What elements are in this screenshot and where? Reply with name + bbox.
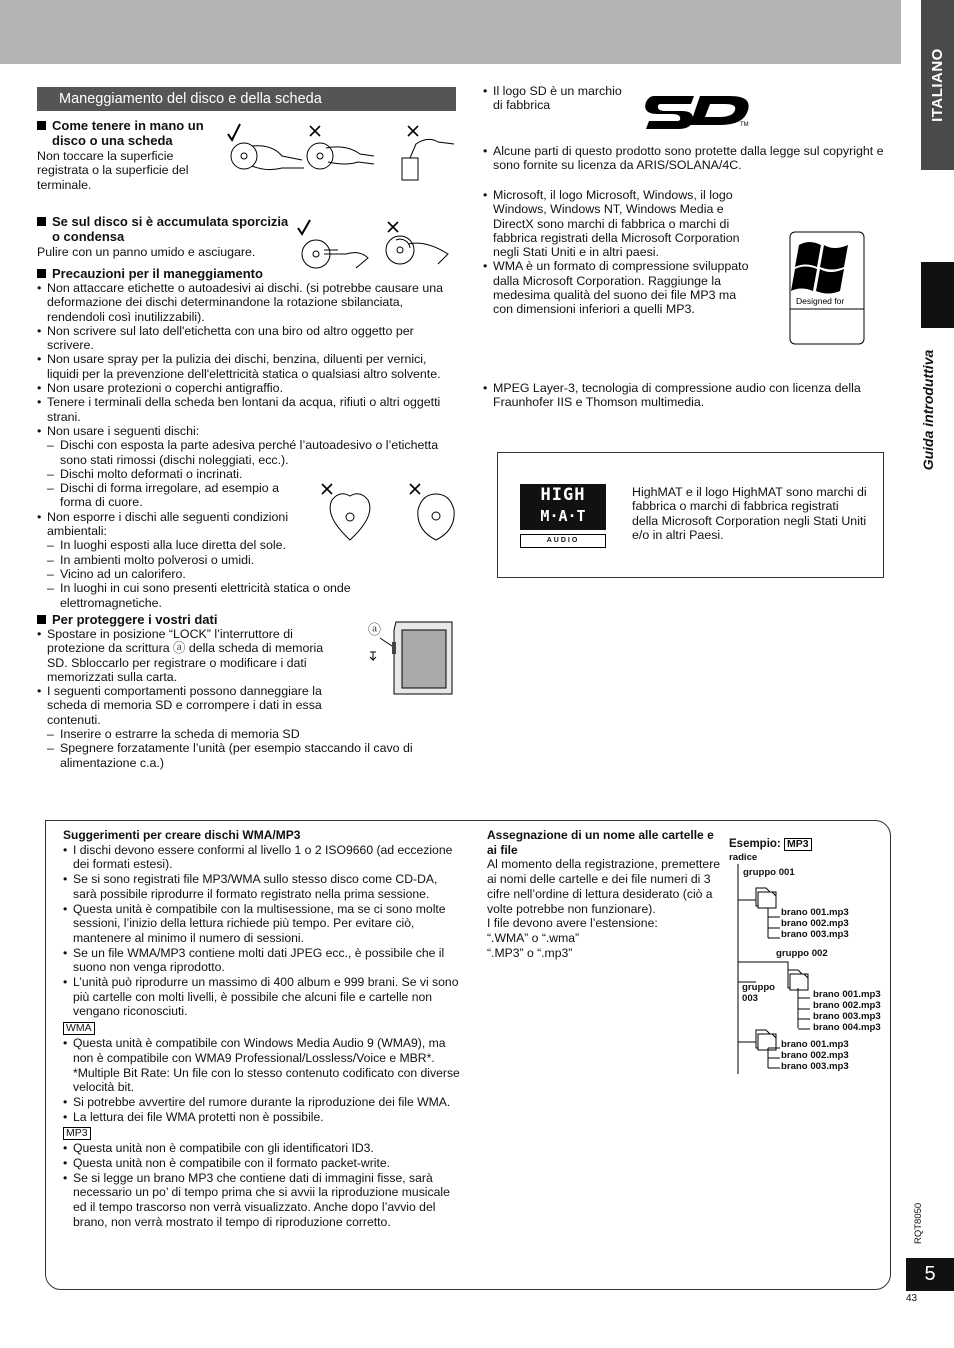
list-item: • Tenere i terminali della scheda ben lontani da acqua, rifiuti o altri oggetti strani. bbox=[37, 395, 457, 424]
list-item: – Dischi di forma irregolare, ad esempio a forma di cuore. bbox=[37, 481, 305, 510]
section-marker bbox=[921, 262, 954, 328]
section-tab bbox=[908, 330, 948, 490]
check-icon bbox=[298, 220, 310, 234]
wma-tag: WMA bbox=[63, 1022, 95, 1035]
list-item: • Microsoft, il logo Microsoft, Windows, il logo Windows, Windows NT, Windows Media e DirectX sono marchi di fabbrica o marchi di fabbrica registrati della Microsoft Corporation negli Stati Uniti e in altri paesi. bbox=[483, 188, 751, 259]
list-item: • Non esporre i dischi alle seguenti condizioni ambientali: bbox=[37, 510, 302, 539]
extension-mp3: “.MP3” o “.mp3” bbox=[487, 945, 573, 960]
list-item: – In luoghi in cui sono presenti elettricità statica o onde elettromagnetiche. bbox=[37, 581, 365, 610]
file-list-g1 bbox=[781, 907, 849, 940]
folder-icon bbox=[756, 1030, 776, 1050]
language-tab-label: ITALIANO bbox=[928, 48, 946, 122]
folder-group-001: gruppo 001 bbox=[743, 867, 795, 878]
highmat-logo bbox=[520, 484, 606, 550]
protect-heading: Per proteggere i vostri dati bbox=[37, 612, 457, 627]
precautions-list bbox=[37, 281, 457, 438]
list-item: • Se un file WMA/MP3 contiene molti dati JPEG ecc., è possibile che il suono non venga riprodotto. bbox=[63, 946, 461, 975]
tips-left-column bbox=[63, 828, 461, 1230]
file-item: brano 003.mp3 bbox=[813, 1011, 881, 1022]
cross-icon bbox=[388, 222, 398, 232]
file-item: brano 004.mp3 bbox=[813, 1022, 881, 1033]
mp3-tag: MP3 bbox=[63, 1127, 91, 1140]
list-item: • I seguenti comportamenti possono danneggiare la scheda di memoria SD e corrompere i dati in essa contenuti. bbox=[37, 684, 345, 727]
list-item: • Questa unità è compatibile con la multisessione, ma se ci sono molte sessioni, l’inizio della lettura richiede più tempo. Per evitare ciò, mantenere al minimo il numero di sessioni. bbox=[63, 902, 461, 946]
list-item: • Alcune parti di questo prodotto sono protette dalla legge sul copyright e sono fornite su licenza da ARIS/SOLANA/4C. bbox=[483, 144, 901, 173]
file-item: brano 001.mp3 bbox=[781, 1039, 849, 1050]
file-item: brano 002.mp3 bbox=[781, 918, 849, 929]
trademark-mark: TM bbox=[740, 122, 749, 128]
mbr-note: *Multiple Bit Rate: Un file con lo stesso contenuto codificato con diverse velocità bit. bbox=[73, 1065, 460, 1095]
hold-body: Non toccare la superficie registrata o la superficie del terminale. bbox=[37, 149, 189, 192]
list-item: • Si potrebbe avvertire del rumore durante la riproduzione dei file WMA. bbox=[63, 1095, 461, 1110]
file-item: brano 001.mp3 bbox=[813, 989, 881, 1000]
list-item: • La lettura dei file WMA protetti non è possibile. bbox=[63, 1110, 461, 1125]
hold-heading: Come tenere in mano un disco o una scheda bbox=[37, 118, 212, 148]
list-item: • MPEG Layer-3, tecnologia di compressione audio con licenza della Fraunhofer IIS e Thomson multimedia. bbox=[483, 381, 901, 410]
sd-card-illustration bbox=[366, 618, 458, 698]
list-item: – In ambienti molto polverosi o umidi. bbox=[37, 553, 457, 567]
file-item: brano 003.mp3 bbox=[781, 1061, 849, 1072]
file-list-g3 bbox=[781, 1039, 849, 1072]
sd-logo-note bbox=[483, 84, 633, 113]
cross-icon bbox=[408, 126, 418, 136]
highmat-logo-line2: M·A·T bbox=[540, 507, 586, 525]
tree-root: radice bbox=[729, 852, 758, 863]
condensation-body: Pulire con un panno umido e asciugare. bbox=[37, 245, 256, 259]
folder-group-003: gruppo 003 bbox=[742, 982, 776, 1004]
list-item: • Se si legge un brano MP3 che contiene dati di immagini fisse, sarà necessario un po’ di tempo prima che si avvii la riproduzione musicale ed il tempo trascorso non verrà visualizzato. Anche dopo l’avvio del brano, non verrà mostrato il tempo di riproduzione corretto. bbox=[63, 1171, 461, 1230]
hold-block bbox=[37, 118, 212, 192]
disc-handling-illustration bbox=[222, 122, 458, 184]
highmat-logo-audio: AUDIO bbox=[520, 534, 606, 548]
list-item: – Inserire o estrarre la scheda di memoria SD bbox=[37, 727, 457, 741]
arrow-down-icon bbox=[370, 652, 376, 660]
header-band bbox=[0, 0, 901, 64]
precautions-block bbox=[37, 266, 457, 610]
highmat-logo-line1: HIGH bbox=[540, 485, 586, 505]
list-item: • Non scrivere sul lato dell'etichetta con una biro od altro oggetto per scrivere. bbox=[37, 324, 457, 353]
cross-icon bbox=[410, 484, 420, 494]
list-item: • Se si sono registrati file MP3/WMA sullo stesso disco come CD-DA, sarà possibile riprodurre il formato registrato nella prima sessione. bbox=[63, 872, 461, 901]
microsoft-notes bbox=[483, 188, 751, 317]
folder-group-002: gruppo 002 bbox=[776, 948, 828, 959]
list-item: • Questa unità non è compatibile con gli identificatori ID3. bbox=[63, 1141, 461, 1156]
cross-icon bbox=[310, 126, 320, 136]
precautions-heading: Precauzioni per il maneggiamento bbox=[37, 266, 457, 281]
check-icon bbox=[228, 124, 240, 140]
list-item: – Spegnere forzatamente l’unità (per esempio staccando il cavo di alimentazione c.a.) bbox=[37, 741, 457, 770]
list-item: • Questa unità non è compatibile con il formato packet-write. bbox=[63, 1156, 461, 1171]
example-mp3-tag: MP3 bbox=[784, 838, 812, 851]
sd-logo bbox=[644, 86, 754, 130]
extension-wma: “.WMA” o “.wma” bbox=[487, 930, 580, 945]
condensation-block bbox=[37, 214, 292, 259]
list-item: – Dischi con esposta la parte adesiva perché l’autoadesivo o l’etichetta sono stati rimossi (dischi noleggiati, ecc.). bbox=[37, 438, 457, 467]
mpeg-note bbox=[483, 381, 901, 410]
extension-line: I file devono avere l’estensione: bbox=[487, 916, 658, 931]
model-code: RQT8050 bbox=[913, 1202, 924, 1244]
naming-block bbox=[487, 828, 723, 960]
section-title: Maneggiamento del disco e della scheda bbox=[37, 87, 456, 111]
copyright-note bbox=[483, 144, 901, 173]
list-item: – Dischi molto deformati o incrinati. bbox=[37, 467, 457, 481]
list-item: • Questa unità è compatibile con Windows Media Audio 9 (WMA9), ma non è compatibile con WMA9 Professional/Lossless/Voice e MBR*. *Multiple Bit Rate: Un file con lo stesso contenuto codificato con diverse velocità bit. bbox=[63, 1036, 461, 1095]
sub-page-number: 43 bbox=[906, 1293, 918, 1304]
cross-icon bbox=[322, 484, 332, 494]
write-protect-callout: ⓐ bbox=[368, 622, 382, 637]
file-list-g2 bbox=[813, 989, 881, 1033]
list-item: – In luoghi esposti alla luce diretta del sole. bbox=[37, 538, 457, 552]
file-item: brano 002.mp3 bbox=[781, 1050, 849, 1061]
windows-designed-for-logo bbox=[789, 231, 865, 345]
file-item: brano 002.mp3 bbox=[813, 1000, 881, 1011]
irregular-discs-illustration bbox=[318, 482, 458, 542]
file-item: brano 001.mp3 bbox=[781, 907, 849, 918]
list-item: • WMA è un formato di compressione sviluppato dalla Microsoft Corporation. Raggiunge la medesima qualità del suono dei file MP3 ma con dimensioni inferiori a quelli MP3. bbox=[483, 259, 751, 316]
file-item: brano 003.mp3 bbox=[781, 929, 849, 940]
language-tab bbox=[921, 0, 954, 170]
naming-heading: Assegnazione di un nome alle cartelle e ai file bbox=[487, 828, 714, 857]
list-item: • Non usare protezioni o coperchi antigraffio. bbox=[37, 381, 457, 395]
page-number: 5 bbox=[906, 1258, 954, 1291]
designed-for-label: Designed for bbox=[796, 296, 845, 306]
list-item: • Non usare i seguenti dischi: bbox=[37, 424, 457, 438]
list-item: – Vicino ad un calorifero. bbox=[37, 567, 457, 581]
list-item: • Non attaccare etichette o autoadesivi ai dischi. (si potrebbe causare una deformazione dei dischi determinandone la rotazione sbilanciata, rendendoli così inutilizzabili). bbox=[37, 281, 457, 324]
list-item: • Non usare spray per la pulizia dei dischi, benzina, diluenti per vernici, liquidi per la prevenzione dell'elettricità statica o qualsiasi altro solvente. bbox=[37, 352, 457, 381]
naming-body: Al momento della registrazione, premettere ai nomi delle cartelle e dei file numeri di 3 cifre nell’ordine di lettura desiderato (ciò a volte potrebbe non funzionare). bbox=[487, 857, 721, 916]
folder-icon bbox=[788, 970, 808, 990]
list-item: • Il logo SD è un marchio di fabbrica bbox=[483, 84, 633, 113]
example-label: Esempio: MP3 bbox=[729, 837, 812, 851]
condensation-heading: Se sul disco si è accumulata sporcizia o condensa bbox=[37, 214, 292, 244]
list-item: • I dischi devono essere conformi al livello 1 o 2 ISO9660 (ad eccezione dei formati estesi). bbox=[63, 843, 461, 872]
list-item: • Spostare in posizione “LOCK” l’interruttore di protezione da scrittura ⓐ della scheda di memoria SD. Sbloccarlo per registrare o modificare i dati memorizzati sulla carta. bbox=[37, 627, 345, 684]
section-tab-label: Guida introduttiva bbox=[919, 349, 936, 471]
highmat-note: HighMAT e il logo HighMAT sono marchi di fabbrica o marchi di fabbrica registrati della Microsoft Corporation negli Stati Uniti e/o in altri Paesi. bbox=[632, 485, 867, 542]
tips-heading: Suggerimenti per creare dischi WMA/MP3 bbox=[63, 828, 301, 842]
folder-icon bbox=[756, 888, 776, 908]
list-item: • L’unità può riprodurre un massimo di 400 album e 999 brani. Se vi sono più cartelle con molti livelli, è possibile che alcuni file e cartelle non vengano riconosciuti. bbox=[63, 975, 461, 1019]
disc-cleaning-illustration bbox=[296, 218, 456, 270]
